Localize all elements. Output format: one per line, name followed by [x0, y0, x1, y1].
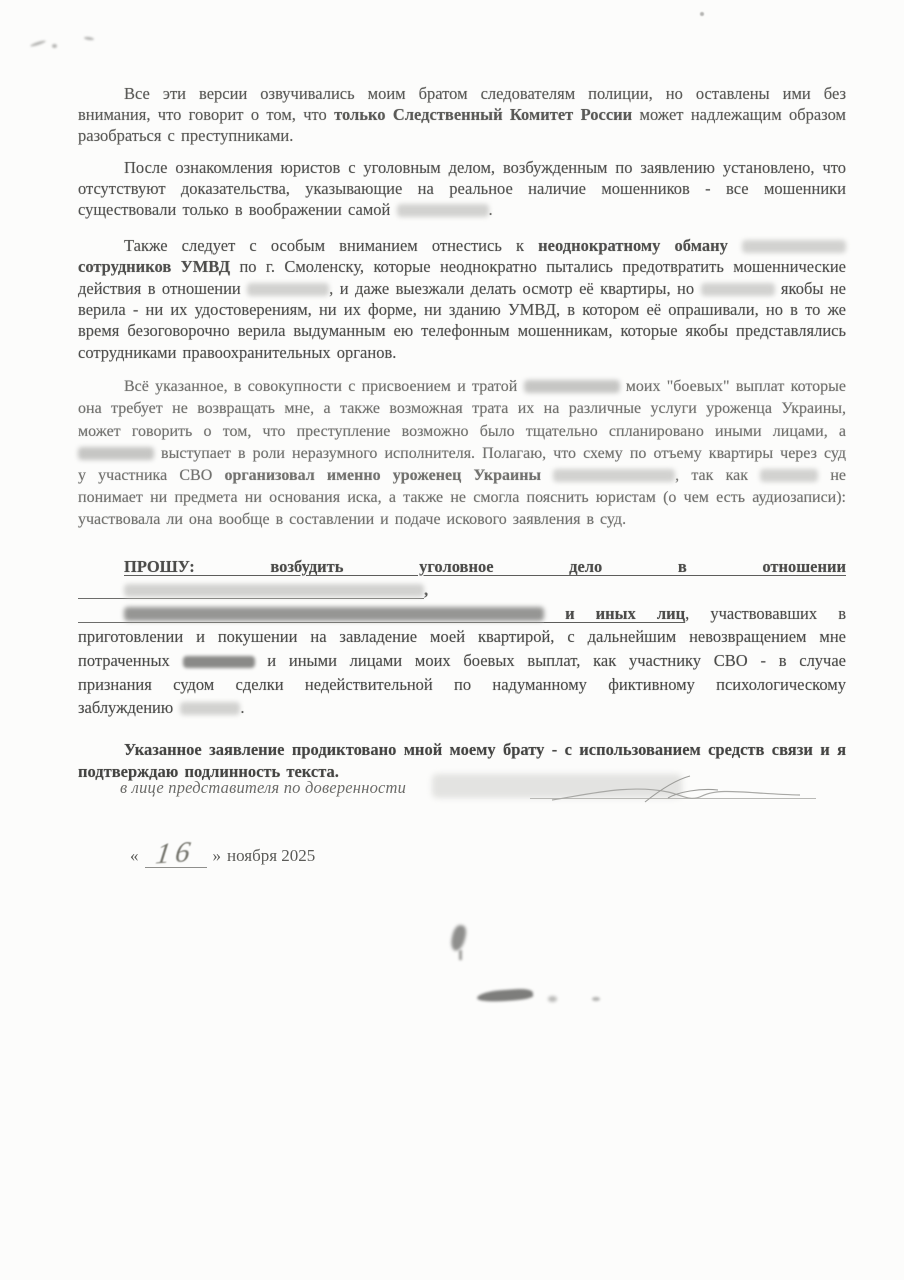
redaction-underlined: [78, 584, 424, 599]
redaction-blob: [124, 607, 544, 621]
text-run: Все эти версии озвучивались моим братом следователям полиции, но оставлены ими без внимания, что говорит о том, что: [78, 84, 846, 124]
handwritten-signature: [550, 772, 810, 806]
redaction-underlined: [78, 607, 544, 623]
date-line: [130, 835, 316, 871]
text-run: Также следует с особым вниманием отнестись к: [124, 235, 539, 255]
text-run: якобы не верила - ни их удостоверениям, ни их форме, ни зданию УМВД, в котором её опрашивали, но в то же время безоговорочно верила выдуманным ею телефонным мошенникам, которые якобы представлялись сотрудниками правоохранительных органов.: [78, 278, 846, 362]
redaction-blob: [524, 380, 620, 393]
text-run: и иными лицами моих боевых выплат, как участнику СВО - в случае признания судом сделки недействительной по надуманному фиктивному психологическому заблуждению: [78, 651, 846, 718]
text-run: по г. Смоленску, которые неоднократно пытались предотвратить мошеннические действия в отношении: [78, 257, 846, 298]
text-run: После ознакомления юристов с уголовным делом, возбужденным по заявлению установлено, что отсутствуют доказательства, указывающие на реальное наличие мошенников - все мошенники существовали только в воображении самой: [78, 158, 846, 219]
representative-label: в лице представителя по доверенности: [120, 778, 407, 797]
text-run-bold: только Следственный Комитет России: [334, 104, 633, 124]
redaction-blob: [180, 702, 240, 715]
text-run: не понимает ни предмета ни основания иска, а также не смогла пояснить юристам (о чем есть аудиозаписи): участвовала ли она вообще в составлении и подаче искового заявления в суд.: [78, 467, 847, 529]
text-run: , и даже выезжали делать осмотр её квартиры, но: [329, 278, 701, 298]
ink-smear: [592, 997, 600, 1001]
scan-artifact: [700, 12, 704, 16]
date-day-field: [145, 835, 207, 871]
text-run: Всё указанное, в совокупности с присвоением и тратой: [124, 378, 524, 396]
text-run: , так как: [675, 467, 761, 485]
redaction-blob: [247, 283, 329, 296]
redaction-blob: [701, 283, 775, 296]
paragraph-summary-accusation: [78, 376, 846, 531]
text-run-bold: организовал именно уроженец Украины: [224, 467, 554, 485]
paragraph-request: [78, 555, 846, 720]
text-run: моих "боевых" выплат которые она требует не возвращать мне, а также возможная трата их на различные услуги уроженца Украины, может говорить о том, что преступление возможно было тщательно спланировано иными лицами, а: [78, 378, 847, 440]
open-quote: «: [130, 846, 139, 865]
close-quote: »: [212, 846, 221, 865]
redaction-blob: [397, 204, 489, 217]
redaction-blob: [742, 240, 846, 253]
text-run-bold: сотрудников УМВД: [78, 257, 231, 277]
redaction-blob: [553, 469, 675, 482]
handwritten-day: 16: [153, 835, 198, 871]
paragraph-lawyers-review: [78, 158, 846, 220]
date-month-year: ноября 2025: [227, 846, 316, 865]
text-run-bold: и иных лиц: [544, 603, 686, 623]
scan-artifact: [84, 36, 94, 40]
redaction-blob: [183, 656, 255, 668]
ink-smear: [477, 988, 534, 1003]
ink-smear: [459, 950, 462, 960]
text-run-bold: Указанное заявление продиктовано мной моему брату - с использованием средств связи и я подтверждаю подлинность текста.: [78, 739, 846, 782]
signature-block: [120, 778, 840, 814]
ink-smear: [548, 996, 557, 1002]
redaction-blob: [124, 584, 424, 597]
ink-smear: [449, 924, 467, 952]
request-heading: ПРОШУ: возбудить уголовное дело в отношении: [124, 556, 846, 576]
text-run: .: [488, 199, 493, 219]
paragraph-umvd-deception: [78, 235, 846, 363]
text-run: может надлежащим образом разобраться с преступниками.: [78, 104, 846, 145]
text-run-bold: неоднократному обману: [538, 235, 742, 255]
redaction-blob: [78, 447, 154, 460]
text-run: .: [240, 698, 245, 718]
text-run: выступает в роли неразумного исполнителя. Полагаю, что схему по отъему квартиры через суд у участника СВО: [78, 444, 846, 485]
text-run: , участвовавших в приготовлении и покушении на завладение моей квартирой, с дальнейшим невозвращением мне потраченных: [78, 603, 846, 671]
redaction-blob: [760, 469, 818, 482]
scan-artifact: [52, 44, 57, 48]
paragraph-versions: [78, 84, 846, 146]
document-body: [78, 84, 846, 784]
text-run-bold: ,: [424, 580, 429, 600]
scan-artifact: [30, 40, 46, 48]
